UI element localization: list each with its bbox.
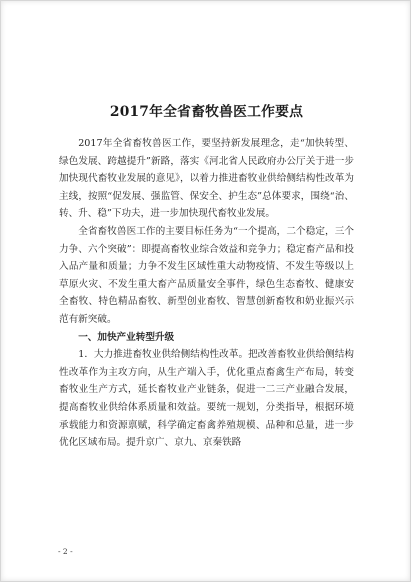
page-number: - 2 - bbox=[58, 547, 73, 556]
section-paragraph: 1．大力推进畜牧业供给侧结构性改革。把改善畜牧业供给侧结构性改革作为主攻方向，从生产端入手，优化重点畜禽生产布局，转变畜牧业生产方式，延长畜牧业产业链条，促进一二三产业融合发展，提高畜牧业供给体系质量和效益。要统一规划，分类指导，根据环境承载能力和资源禀赋，科学确定畜禽养殖规模、品种和总量，进一步优化区域布局。提升京广、京九、京秦铁路 bbox=[59, 349, 354, 449]
paragraph-intro: 2017年全省畜牧兽医工作，要坚持新发展理念，走“加快转型、绿色发展、跨越提升”新路，落实《河北省人民政府办公厅关于进一步加快现代畜牧业发展的意见》，以着力推进畜牧业供给侧结构性改革为主线，按照“促发展、强监管、保安全、护生态”总体要求，围绕“治、转、升、稳”下功夫，进一步加快现代畜牧业发展。 bbox=[59, 138, 354, 220]
document-body bbox=[59, 135, 354, 452]
document-title: 2017年全省畜牧兽医工作要点 bbox=[109, 104, 304, 120]
section-heading: 一、加快产业转型升级 bbox=[78, 331, 175, 343]
paragraph-goals: 全省畜牧兽医工作的主要目标任务为“一个提高，二个稳定，三个力争、六个突破”：即提高畜牧业综合效益和竞争力；稳定畜产品和投入品产量和质量；力争不发生区域性重大动物疫情、不发生等级以上草原火灾、不发生重大畜产品质量安全事件，绿色生态畜牧、健康安全畜牧、特色精品畜牧、新型创业畜牧、智慧创新畜牧和奶业振兴示范有新突破。 bbox=[59, 225, 354, 325]
